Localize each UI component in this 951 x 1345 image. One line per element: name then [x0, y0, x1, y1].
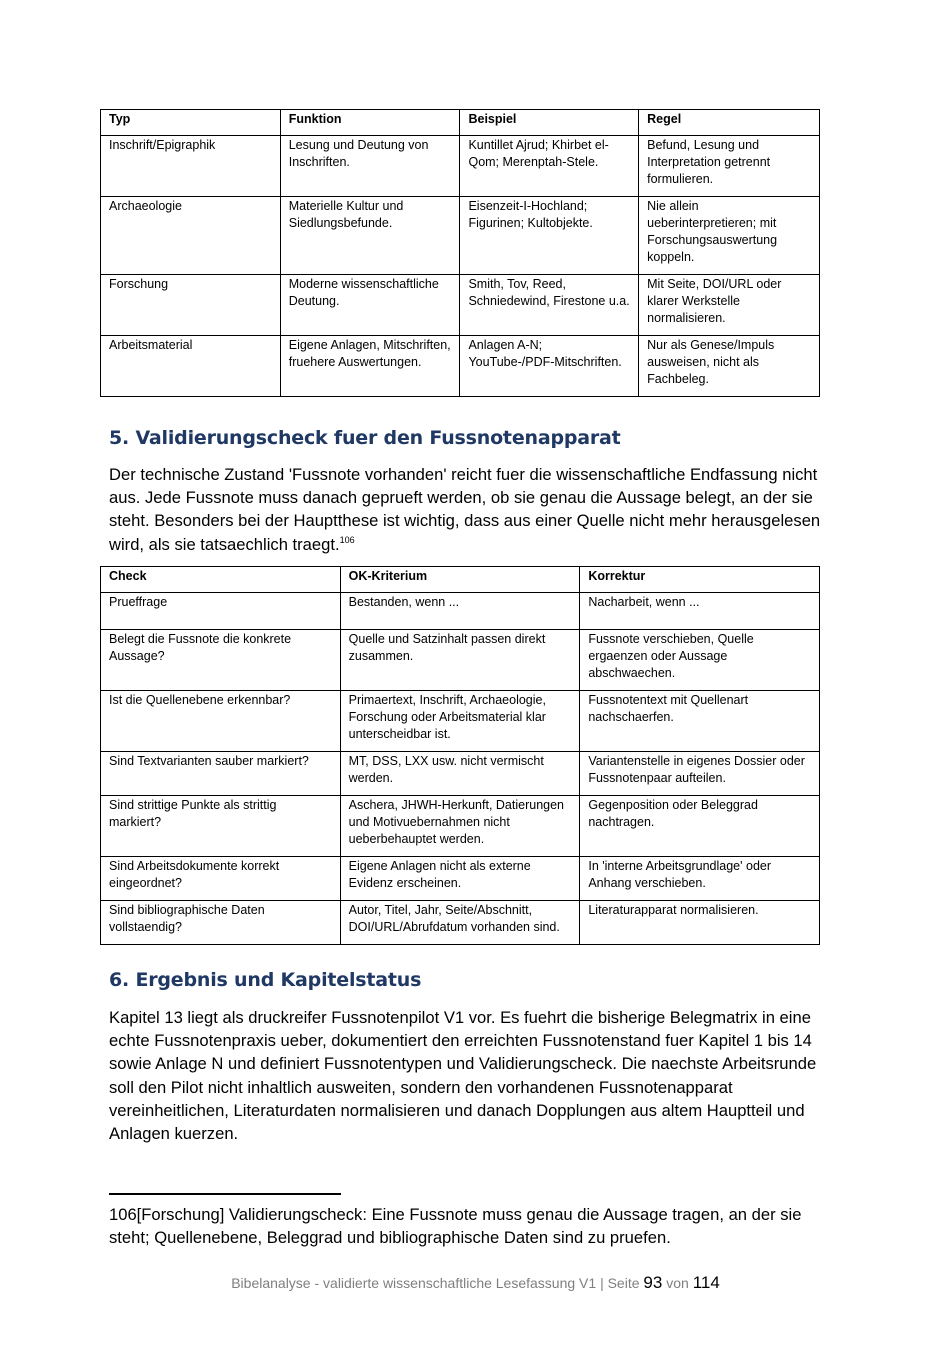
section-paragraph — [109, 463, 844, 556]
table-cell: Eigene Anlagen nicht als externe Evidenz erscheinen. — [340, 857, 580, 901]
section-heading: 6. Ergebnis und Kapitelstatus — [109, 969, 422, 991]
table-cell: Archaeologie — [101, 197, 281, 275]
table-row — [101, 593, 820, 630]
table-row — [101, 796, 820, 857]
section-paragraph: Kapitel 13 liegt als druckreifer Fussnotenpilot V1 vor. Es fuehrt die bisherige Belegmatrix in eine echte Fussnotenpraxis ueber, dokumentiert den erreichten Fussnotenstand fuer Kapitel 1 bis 14 sowie Anlage N und definiert Fussnotentypen und Validierungscheck. Die naechste Arbeitsrunde soll den Pilot nicht inhaltlich ausweiten, sondern den vorhandenen Fussnotenapparat vereinheitlichen, Literaturdaten normalisieren und danach Dopplungen aus altem Hauptteil und Anlagen kuerzen. — [109, 1008, 817, 1144]
table-cell: Sind strittige Punkte als strittig markiert? — [101, 796, 341, 857]
table-cell: Gegenposition oder Beleggrad nachtragen. — [580, 796, 820, 857]
table-cell: Variantenstelle in eigenes Dossier oder Fussnotenpaar aufteilen. — [580, 752, 820, 796]
table-cell: In 'interne Arbeitsgrundlage' oder Anhang verschieben. — [580, 857, 820, 901]
table-cell: Anlagen A-N; YouTube-/PDF-Mitschriften. — [460, 336, 639, 397]
table-row — [101, 691, 820, 752]
table-cell: Inschrift/Epigraphik — [101, 136, 281, 197]
table-row — [101, 136, 820, 197]
table-row — [101, 197, 820, 275]
table-cell: Bestanden, wenn ... — [340, 593, 580, 630]
table-row — [101, 857, 820, 901]
table-header-cell: Regel — [639, 110, 820, 136]
table-cell: Nur als Genese/Impuls ausweisen, nicht als Fachbeleg. — [639, 336, 820, 397]
table-cell: Smith, Tov, Reed, Schniedewind, Firestone u.a. — [460, 275, 639, 336]
table-cell: Sind bibliographische Daten vollstaendig? — [101, 901, 341, 945]
table-header-row — [101, 110, 820, 136]
footer-of-label: von — [662, 1275, 693, 1291]
table-row — [101, 752, 820, 796]
table-header-cell: Check — [101, 567, 341, 593]
source-types-table — [100, 109, 820, 397]
table-cell: Aschera, JHWH-Herkunft, Datierungen und Motivuebernahmen nicht ueberbehauptet werden. — [340, 796, 580, 857]
footnote-reference[interactable]: 106 — [339, 534, 355, 545]
table-cell: Quelle und Satzinhalt passen direkt zusammen. — [340, 630, 580, 691]
table-cell: Eigene Anlagen, Mitschriften, fruehere Auswertungen. — [280, 336, 460, 397]
table-cell: Materielle Kultur und Siedlungsbefunde. — [280, 197, 460, 275]
table-header-cell: Funktion — [280, 110, 460, 136]
table-cell: Nacharbeit, wenn ... — [580, 593, 820, 630]
table-header-cell: Korrektur — [580, 567, 820, 593]
table-header-cell: Beispiel — [460, 110, 639, 136]
table-header-cell: OK-Kriterium — [340, 567, 580, 593]
table-cell: Autor, Titel, Jahr, Seite/Abschnitt, DOI/URL/Abrufdatum vorhanden sind. — [340, 901, 580, 945]
table-cell: Sind Textvarianten sauber markiert? — [101, 752, 341, 796]
table-cell: MT, DSS, LXX usw. nicht vermischt werden. — [340, 752, 580, 796]
paragraph-text: Der technische Zustand 'Fussnote vorhanden' reicht fuer die wissenschaftliche Endfassung nicht aus. Jede Fussnote muss danach geprueft werden, ob sie genau die Aussage belegt, an der sie steht. Besonders bei der Hauptthese ist wichtig, dass aus einer Quelle nicht mehr herausgelesen wird, als sie tatsaechlich traegt. — [109, 465, 821, 554]
table-cell: Belegt die Fussnote die konkrete Aussage? — [101, 630, 341, 691]
table-cell: Primaertext, Inschrift, Archaeologie, Forschung oder Arbeitsmaterial klar unterscheidbar ist. — [340, 691, 580, 752]
table-cell: Mit Seite, DOI/URL oder klarer Werkstelle normalisieren. — [639, 275, 820, 336]
validation-check-table — [100, 566, 820, 945]
table-header-cell: Typ — [101, 110, 281, 136]
table-cell: Eisenzeit-I-Hochland; Figurinen; Kultobjekte. — [460, 197, 639, 275]
table-row — [101, 275, 820, 336]
table-cell: Forschung — [101, 275, 281, 336]
table-cell: Prueffrage — [101, 593, 341, 630]
table-cell: Ist die Quellenebene erkennbar? — [101, 691, 341, 752]
table-cell: Fussnote verschieben, Quelle ergaenzen oder Aussage abschwaechen. — [580, 630, 820, 691]
table-row — [101, 630, 820, 691]
table-cell: Befund, Lesung und Interpretation getrennt formulieren. — [639, 136, 820, 197]
footnote-text: 106[Forschung] Validierungscheck: Eine Fussnote muss genau die Aussage tragen, an der sie steht; Quellenebene, Beleggrad und bibliographische Daten sind zu pruefen. — [109, 1205, 802, 1248]
table-row — [101, 901, 820, 945]
table-cell: Fussnotentext mit Quellenart nachschaerfen. — [580, 691, 820, 752]
page-footer — [0, 1273, 951, 1293]
table-cell: Kuntillet Ajrud; Khirbet el-Qom; Merenptah-Stele. — [460, 136, 639, 197]
table-cell: Lesung und Deutung von Inschriften. — [280, 136, 460, 197]
table-cell: Arbeitsmaterial — [101, 336, 281, 397]
page-total: 114 — [692, 1273, 720, 1292]
table-cell: Sind Arbeitsdokumente korrekt eingeordnet? — [101, 857, 341, 901]
table-cell: Moderne wissenschaftliche Deutung. — [280, 275, 460, 336]
section-heading: 5. Validierungscheck fuer den Fussnotenapparat — [109, 427, 621, 449]
table-row — [101, 336, 820, 397]
table-header-row — [101, 567, 820, 593]
footer-title: Bibelanalyse - validierte wissenschaftliche Lesefassung V1 | Seite — [231, 1275, 644, 1291]
footnote-separator — [109, 1193, 341, 1195]
page-number: 93 — [643, 1273, 663, 1292]
table-cell: Nie allein ueberinterpretieren; mit Forschungsauswertung koppeln. — [639, 197, 820, 275]
table-cell: Literaturapparat normalisieren. — [580, 901, 820, 945]
